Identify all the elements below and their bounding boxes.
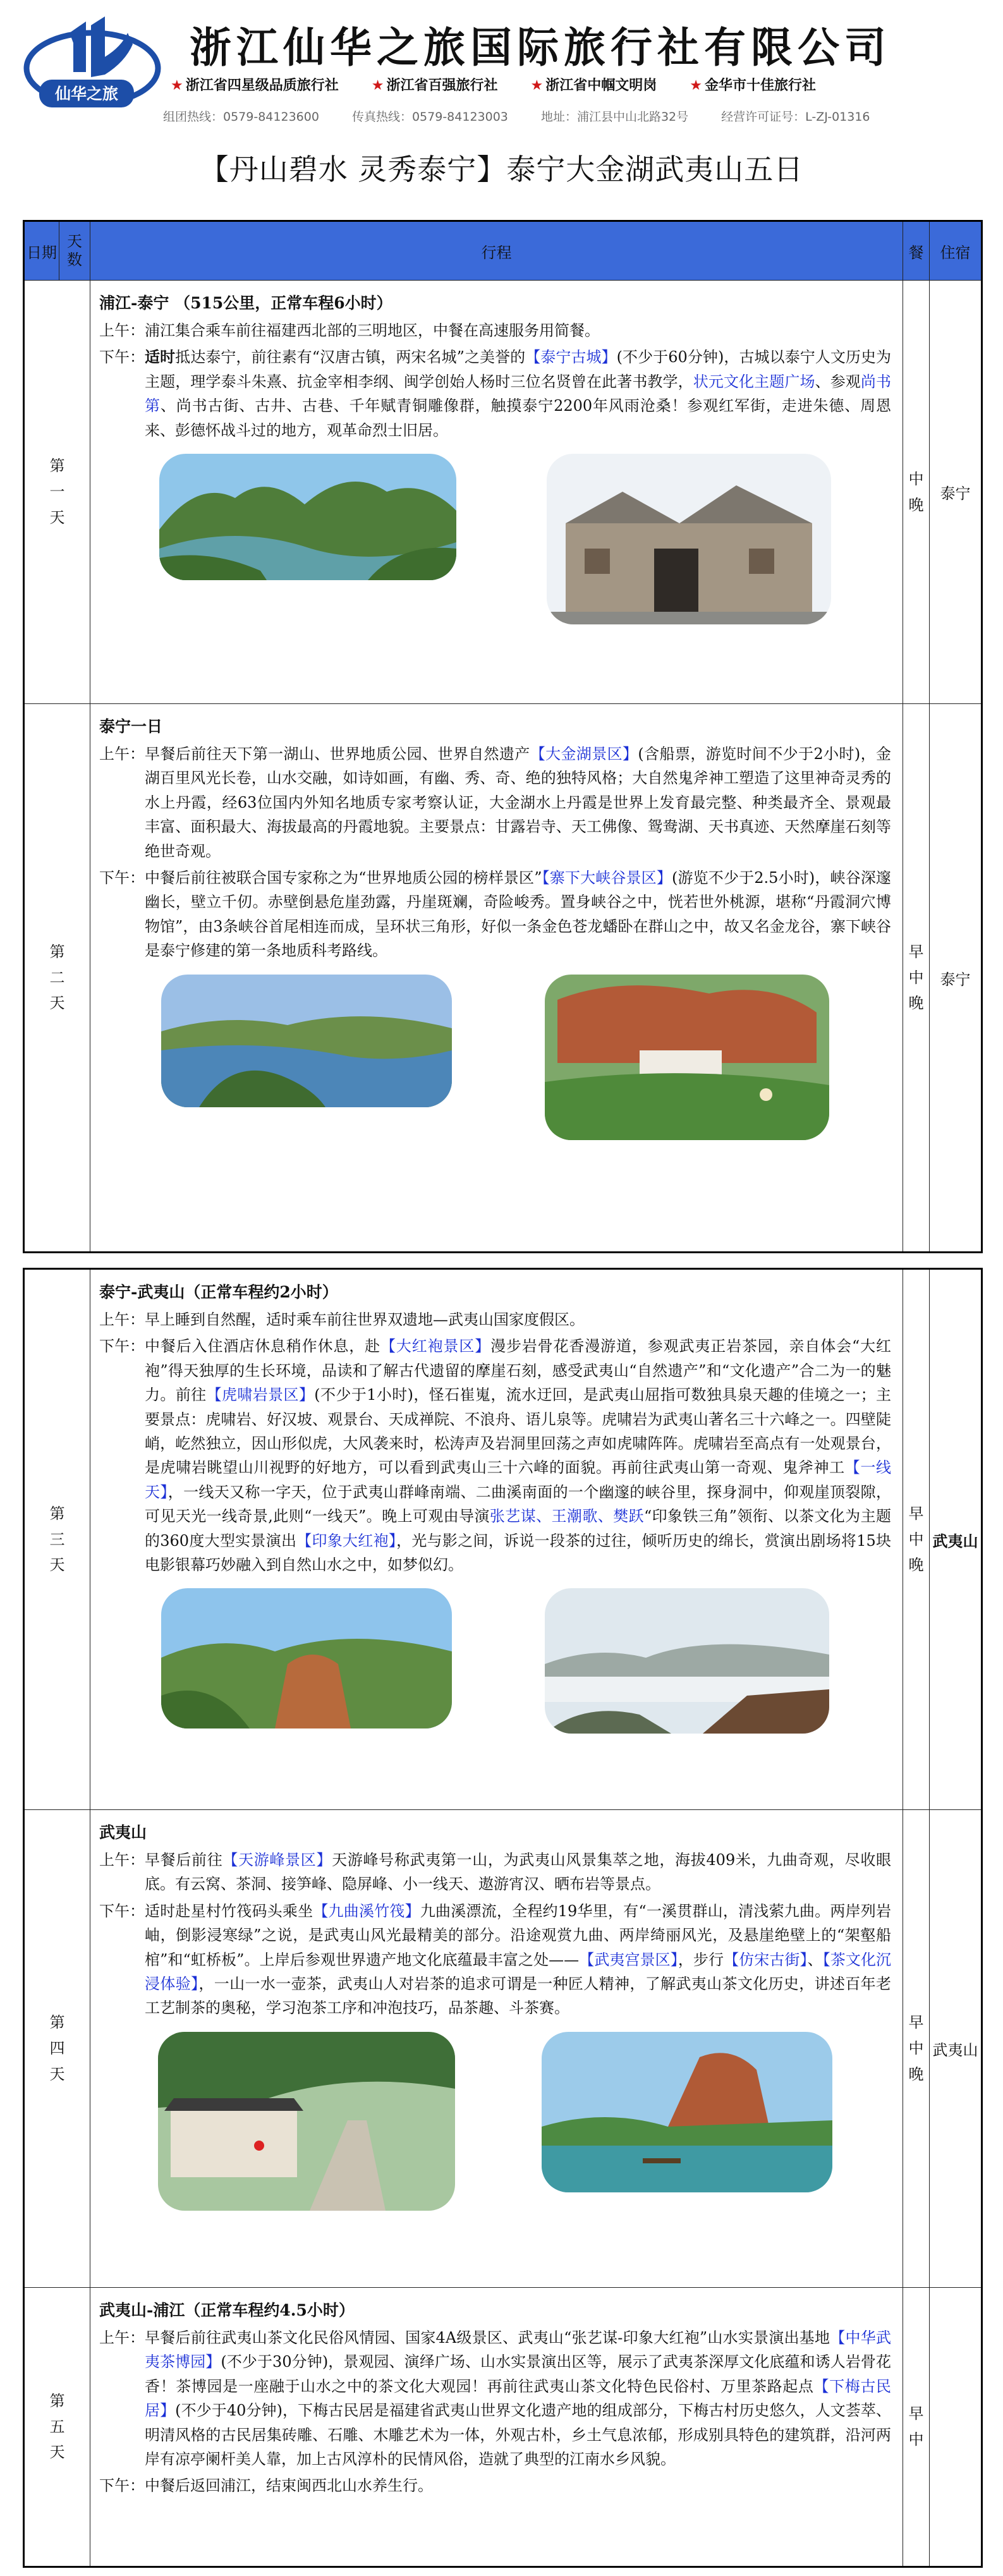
segment-text — [145, 742, 891, 863]
day-label — [24, 281, 90, 704]
day-heading: 武夷山 — [99, 1823, 147, 1842]
attraction-highlight: 【印象大红袍】 — [296, 1531, 397, 1550]
attraction-highlight: 【仿宋古街】 — [724, 1950, 808, 1969]
segment-text — [145, 319, 891, 343]
segment-text-run: 早上睡到自然醒，适时乘车前往世界双遗地—武夷山国家度假区。 — [145, 1311, 585, 1328]
attraction-highlight: 【天游峰景区】 — [222, 1851, 332, 1869]
segment-text-run: (不少于1小时)，怪石崔嵬，流水迂回，是武夷山屈指可数独具泉天趣的佳境之一；主要景点：虎啸岩、好汉坡、观景台、天成禅院、不浪舟、语儿泉等。虎啸岩为武夷山著名三十六峰之一。四壁陡峭，屹然独立，因山形似虎，大风袭来时，松涛声及岩洞里回荡之声如虎啸阵阵。虎啸岩至高点有一处观景台，是虎啸岩眺望山川视野的好地方，可以看到武夷山三十六峰的面貌。再前往武夷山第一奇观、鬼斧神工 — [145, 1386, 892, 1477]
attraction-highlight: 【下梅古民居】 — [145, 2377, 891, 2420]
time-segment — [99, 1899, 891, 2020]
segment-text-run: (含船票，游览时间不少于2小时)，金湖百里风光长卷，山水交融，如诗如画，有幽、秀、奇、绝的独特风格；大自然鬼斧神工塑造了这里神奇灵秀的水上丹霞，经63位国内外知名地质专家考察认证，大金湖水上丹霞是世界上发育最完整、种类最齐全、景观最丰富、面积最大、海拔最高的丹霞地貌。主要景点：甘露岩寺、天工佛像、鸳鸯湖、天书真迹、天然摩崖石刻等绝世奇观。 — [145, 745, 892, 860]
segment-text-run: ，光与影之间，诉说一段茶的过往，倾听历史的绵长，赏演出剧场将15块电影银幕巧妙融入到自然山水之中，如梦似幻。 — [145, 1531, 891, 1574]
meal-cell — [903, 1810, 930, 2288]
time-segment — [99, 345, 891, 442]
attraction-highlight: 【寨下大峡谷景区】 — [542, 868, 672, 887]
hotel-cell — [930, 2288, 982, 2567]
col-header-days: 天数 — [59, 221, 90, 281]
time-segment — [99, 742, 891, 863]
col-header-hotel: 住宿 — [930, 221, 982, 281]
segment-label: 下午： — [99, 868, 145, 887]
nine-bend-stream-photo — [542, 2032, 832, 2192]
day-label-char: 二 — [49, 968, 65, 987]
segment-label: 下午： — [99, 1337, 145, 1356]
day-label-char: 天 — [49, 2065, 65, 2083]
contact-row — [163, 107, 870, 125]
day-row — [24, 1810, 982, 2288]
day-content — [90, 2288, 903, 2567]
col-header-itinerary: 行程 — [90, 221, 903, 281]
honors-row — [171, 75, 992, 94]
segment-label: 下午： — [99, 1902, 145, 1920]
segment-text — [145, 1308, 891, 1332]
itinerary-table-part-1 — [23, 220, 983, 1253]
time-segment — [99, 2326, 891, 2471]
day-row — [24, 1269, 982, 1810]
time-segment — [99, 1334, 891, 1577]
day-heading: 武夷山-浦江（正常车程约4.5小时） — [99, 2301, 355, 2319]
segment-text-run: 、 — [807, 1950, 823, 1969]
segment-text-run: 漫步岩骨花香漫游道，参观武夷正岩茶园，亲自体会“大红袍”得天独厚的生长环境，品读和了解古代遗留的摩崖石刻，感受武夷山“自然遗产”和“文化遗产”合二为一的魅力。前往 — [145, 1337, 892, 1404]
segment-text-run: “印象铁三角”领衔、以茶文化为主题的360度大型实景演出 — [145, 1507, 891, 1550]
day-row — [24, 2288, 982, 2567]
day-label — [24, 2288, 90, 2567]
segment-label: 上午： — [99, 322, 145, 339]
day-label-char: 天 — [49, 994, 65, 1012]
segment-label: 下午： — [99, 348, 145, 367]
segment-text-run: 早餐后前往 — [145, 1851, 223, 1869]
segment-text-run: (不少于30分钟)，景观园、演绎广场、山水实景演出区等，展示了武夷茶深厚文化底蕴和诱人岩骨花香！茶博园是一座融于山水之中的茶文化大观园！再前往武夷山茶文化特色民俗村、万里茶路起点 — [145, 2353, 892, 2395]
fax-hotline: 传真热线：0579-84123003 — [351, 110, 508, 124]
meal-cell — [903, 1269, 930, 1810]
attraction-highlight: 状元文化主题广场 — [693, 372, 815, 391]
meal-cell — [903, 2288, 930, 2567]
attraction-highlight: 【虎啸岩景区】 — [206, 1386, 315, 1404]
day-content — [90, 704, 903, 1253]
time-segment — [99, 1848, 891, 1897]
segment-text — [145, 1899, 891, 2020]
day-label — [24, 1269, 90, 1810]
day-heading: 泰宁-武夷山（正常车程约2小时） — [99, 1283, 338, 1301]
address: 地址：浦江县中山北路32号 — [540, 110, 689, 124]
attraction-highlight: 【中华武夷茶博园】 — [145, 2329, 892, 2371]
segment-label: 上午： — [99, 1851, 145, 1869]
attraction-highlight: 【泰宁古城】 — [525, 348, 617, 367]
day-label-char: 第 — [49, 942, 65, 961]
segment-text-run: 浦江集合乘车前往福建西北部的三明地区，中餐在高速服务用简餐。 — [145, 322, 600, 339]
misty-mountain-photo — [545, 1588, 829, 1734]
hotel-cell: 武夷山 — [930, 1269, 982, 1810]
itinerary-title: 【丹山碧水 灵秀泰宁】泰宁大金湖武夷山五日 — [199, 152, 804, 186]
segment-text-run: 天游峰号称武夷第一山，为武夷山风景集萃之地，海拔409米，九曲奇观，尽收眼底。有云窝、茶洞、接笋峰、隐屏峰、小一线天、遨游宵汉、晒布岩等景点。 — [145, 1851, 891, 1893]
segment-text-run: (不少于40分钟)，下梅古民居是福建省武夷山世界文化遗产地的组成部分，下梅古村历史悠久，人文荟萃、明清风格的古民居集砖雕、石雕、木雕艺术为一体，外观古朴，乡土气息浓郁，形成别具特色的建筑群，沿河两岸有凉亭阑杆美人靠，加上古风淳朴的民情风俗，造就了典型的江南水乡风貌。 — [145, 2402, 892, 2468]
day-heading: 泰宁一日 — [99, 717, 163, 736]
meal-char: 晚 — [908, 994, 924, 1012]
segment-text-run: 抵达泰宁，前往素有“汉唐古镇，两宋名城”之美誉的 — [175, 348, 526, 367]
attraction-highlight: 【九曲溪竹筏】 — [313, 1902, 420, 1920]
segment-text-run: 早餐后前往武夷山茶文化民俗风情园、国家4A级景区、武夷山“张艺谋-印象大红袍”山水实景演出基地 — [145, 2329, 830, 2347]
segment-text-run: 九曲溪漂流，全程约19华里，有“一溪贯群山，清浅萦九曲。两岸列岩岫，倒影浸寒绿”之说，是武夷山风光最精美的部分。沿途观赏九曲、两岸绮丽风光，及悬崖绝壁上的“架壑船棺”和“虹桥板”。上岸后参观世界遗产地文化底蕴最丰富之处—— — [145, 1902, 892, 1969]
day-heading: 浦江-泰宁 （515公里，正常车程6小时） — [99, 294, 392, 312]
honor-item: ★ 浙江省百强旅行社 — [371, 78, 498, 94]
segment-label: 上午： — [99, 745, 145, 763]
meal-char: 中 — [908, 2039, 924, 2058]
segment-text-run: 中餐后前往被联合国专家称之为“世界地质公园的榜样景区” — [145, 868, 542, 887]
day-label-char: 第 — [49, 1504, 65, 1522]
star-icon: ★ — [530, 78, 544, 94]
star-icon: ★ — [690, 78, 702, 94]
day-label-char: 天 — [49, 1556, 65, 1574]
day-label-char: 第 — [49, 2014, 65, 2032]
meal-char: 中 — [908, 968, 924, 987]
day-label-char: 三 — [49, 1530, 65, 1548]
segment-label: 下午： — [99, 2477, 145, 2495]
attraction-highlight: 尚书第 — [145, 372, 892, 415]
meal-char: 晚 — [908, 495, 924, 514]
meal-char: 中 — [908, 2431, 924, 2448]
time-segment — [99, 2474, 891, 2498]
day-content — [90, 1269, 903, 1810]
day-row — [24, 704, 982, 1253]
danxia-peaks-photo — [161, 1588, 452, 1728]
segment-text — [145, 2326, 891, 2471]
day-row — [24, 281, 982, 704]
gorge-tea-garden-photo — [545, 975, 829, 1140]
segment-text-run: ，步行 — [678, 1950, 724, 1969]
segment-text-run: 中餐后返回浦江，结束闽西北山水养生行。 — [145, 2477, 433, 2495]
segment-text-run: ，一山一水一壶茶，武夷山人对岩茶的追求可谓是一种匠人精神，了解武夷山茶文化历史，讲述百年老工艺制茶的奥秘，学习泡茶工序和冲泡技巧，品茶趣、斗茶赛。 — [145, 1974, 892, 2017]
day-content — [90, 1810, 903, 2288]
segment-text-run: 适时赴星村竹筏码头乘坐 — [145, 1902, 313, 1920]
ancient-street-photo — [158, 2032, 455, 2211]
day-label — [24, 704, 90, 1253]
hotel-cell: 武夷山 — [930, 1810, 982, 2288]
meal-cell — [903, 281, 930, 704]
day-content — [90, 281, 903, 704]
segment-label: 上午： — [99, 1311, 145, 1328]
time-segment — [99, 319, 891, 343]
segment-text-run: 适时 — [145, 348, 176, 367]
day-label — [24, 1810, 90, 2288]
company-name: 浙江仙华之旅国际旅行社有限公司 — [190, 23, 891, 72]
segment-text — [145, 866, 891, 963]
meal-char: 早 — [908, 1504, 924, 1522]
day-label-char: 一 — [49, 483, 65, 501]
attraction-highlight: 【茶文化沉浸体验】 — [145, 1950, 892, 1993]
company-logo — [20, 14, 164, 115]
lake-canyon-photo — [159, 454, 456, 580]
segment-text-run: 、参观 — [815, 372, 861, 391]
segment-text — [145, 2474, 891, 2498]
time-segment — [99, 1308, 891, 1332]
honor-item: ★ 浙江省四星级品质旅行社 — [171, 78, 339, 94]
col-header-date: 日期 — [24, 221, 59, 281]
segment-text-run: ，一线天又称一字天，位于武夷山群峰南端、二曲溪南面的一个幽邃的峡谷里，探身洞中，仰观崖顶裂隙，可见天光一线奇景,此则“一线天”。晚上可观由导演 — [145, 1483, 892, 1526]
hotel-cell: 泰宁 — [930, 281, 982, 704]
segment-text — [145, 1848, 891, 1897]
day-label-char: 第 — [49, 2391, 65, 2410]
attraction-highlight: 【大金湖景区】 — [530, 745, 638, 763]
tour-hotline: 组团热线：0579-84123600 — [163, 110, 319, 124]
golden-lake-photo — [161, 975, 452, 1107]
meal-char: 中 — [908, 470, 924, 488]
segment-text — [145, 1334, 891, 1577]
day-label-char: 第 — [49, 457, 65, 475]
honor-item: ★ 浙江省中帼文明岗 — [530, 78, 657, 94]
segment-label: 上午： — [99, 2329, 145, 2347]
logo-text: 仙华之旅 — [54, 85, 119, 103]
table-header-row — [24, 221, 982, 281]
letterhead — [0, 0, 1003, 133]
segment-text — [145, 345, 891, 442]
meal-char: 晚 — [908, 2065, 924, 2083]
hotel-cell: 泰宁 — [930, 704, 982, 1253]
col-header-meal: 餐 — [903, 221, 930, 281]
meal-char: 早 — [908, 942, 924, 961]
honor-item: ★ 金华市十佳旅行社 — [690, 78, 816, 94]
segment-text-run: 中餐后入住酒店休息稍作休息，赴 — [145, 1337, 380, 1356]
meal-char: 晚 — [908, 1556, 924, 1574]
attraction-highlight: 张艺谋、王潮歌、樊跃 — [489, 1507, 644, 1526]
star-icon: ★ — [171, 78, 183, 94]
segment-text-run: 、尚书古街、古井、古巷、千年赋青铜雕像群，触摸泰宁2200年风雨沧桑！参观红军街，走进朱德、周恩来、彭德怀战斗过的地方，观革命烈士旧居。 — [145, 397, 892, 439]
meal-char: 早 — [908, 2405, 924, 2423]
time-segment — [99, 866, 891, 963]
attraction-highlight: 【一线天】 — [145, 1459, 891, 1501]
segment-text-run: 早餐后前往天下第一湖山、世界地质公园、世界自然遗产 — [145, 745, 530, 763]
meal-char: 早 — [908, 2014, 924, 2032]
day-label-char: 四 — [49, 2039, 65, 2058]
ancient-town-photo — [547, 454, 831, 624]
day-label-char: 天 — [49, 2443, 65, 2462]
segment-text-run: (不少于60分钟)，古城以泰宁人文历史为主题，理学泰斗朱熹、抗金宰相李纲、闽学创始人杨时三位名贤曾在此著书教学， — [145, 348, 892, 391]
itinerary-table-part-2 — [23, 1268, 983, 2568]
star-icon: ★ — [371, 78, 384, 94]
segment-text-run: (游览不少于2.5小时)，峡谷深邃幽长，壁立千仞。赤壁倒悬危崖劲露，丹崖斑斓，奇险峻秀。置身峡谷之中，恍若世外桃源，堪称“丹霞洞穴博物馆”，由3条峡谷首尾相连而成，呈环状三角形，好似一条金色苍龙蟠卧在群山之中，故又名金龙谷，寨下峡谷是泰宁修建的第一条地质科考路线。 — [145, 868, 891, 960]
attraction-highlight: 【大红袍景区】 — [380, 1337, 491, 1356]
attraction-highlight: 【武夷宫景区】 — [579, 1950, 678, 1969]
day-label-char: 五 — [49, 2417, 65, 2436]
day-label-char: 天 — [49, 508, 65, 526]
license-number: 经营许可证号：L-ZJ-01316 — [721, 110, 870, 124]
meal-char: 中 — [908, 1530, 924, 1548]
meal-cell — [903, 704, 930, 1253]
